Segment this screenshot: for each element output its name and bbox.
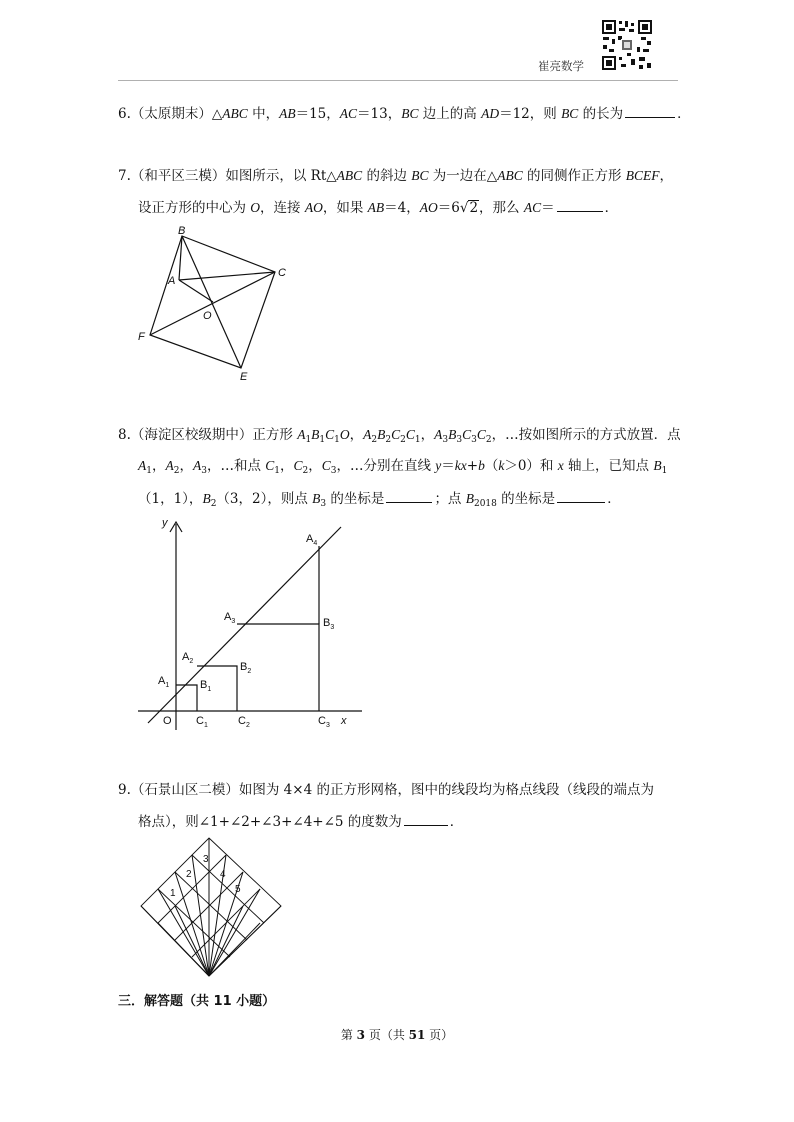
- label-c2: C: [238, 715, 246, 727]
- label-b: B: [178, 225, 186, 237]
- svg-text:C1: $C_1$: [196, 715, 208, 729]
- question-7-line-2: 设正方形的中心为 O，连接 AO，如果 AB＝4，AO＝6√2，那么 AC＝ ．: [138, 197, 618, 218]
- svg-text:B3: $B_3$: [323, 617, 335, 631]
- page-footer: 第 3 页（共 51 页）: [340, 1028, 454, 1042]
- figure-squares-on-line: [130, 512, 370, 742]
- svg-text:B2: $B_2$: [240, 661, 252, 675]
- page-total: 51: [408, 1028, 426, 1042]
- label-c3: C: [318, 715, 326, 727]
- label-y: y: [162, 517, 168, 529]
- label-a3: A: [224, 611, 232, 623]
- question-9-line-1: 9.（石景山区二模）如图为 4×4 的正方形网格，图中的线段均为格点线段（线段的端点为: [118, 782, 654, 798]
- question-6: 6.（太原期末）△ABC 中，AB＝15，AC＝13，BC 边上的高 AD＝12，则 BC 的长为 ．: [118, 103, 691, 124]
- question-8-line-1: 8.（海淀区校级期中）正方形 $A_1B_1C_1O$，$A_2B_2C_2C_1$，$A_3B_3C_3C_2$，…按如图所示的方式放置．点: [118, 427, 681, 445]
- angle-label-1: 1: [170, 888, 176, 899]
- fan-lines: [141, 838, 281, 976]
- label-c: C: [278, 267, 286, 279]
- label-o: O: [163, 715, 172, 727]
- figure-grid-angles: [133, 832, 293, 982]
- svg-text:A4: $A_4$: [306, 533, 318, 547]
- angle-label-2: 2: [186, 869, 192, 880]
- angle-label-4: 4: [220, 869, 226, 880]
- answer-blank[interactable]: [404, 811, 448, 826]
- line-y-kx-b: [148, 527, 341, 723]
- label-a2: A: [182, 651, 190, 663]
- question-8-line-3: （1，1），$B_2(3$，2），则点 $B_3$ 的坐标是 ；点 $B_{2018}$ 的坐标是 ．: [138, 488, 621, 514]
- question-9-line-2: 格点），则∠1+∠2+∠3+∠4+∠5 的度数为 ．: [138, 811, 463, 832]
- sqrt-sign: √: [459, 200, 469, 216]
- question-7-line-1: 7.（和平区三模）如图所示，以 Rt△ABC 的斜边 BC 为一边在△ABC 的同侧作正方形 BCEF，: [118, 168, 674, 184]
- label-a4: A: [306, 533, 314, 545]
- label-b3: B: [323, 617, 331, 629]
- label-x: x: [341, 715, 347, 727]
- label-b1: B: [200, 679, 208, 691]
- figure-square-bcef: [130, 222, 300, 387]
- svg-text:C2: $C_2$: [238, 715, 250, 729]
- section-heading: 三．解答题（共 11 小题）: [118, 994, 276, 1009]
- svg-text:A1: $A_1$: [158, 675, 170, 689]
- svg-text:A3: $A_3$: [224, 611, 236, 625]
- label-o: O: [203, 310, 212, 322]
- question-8-line-2: $A_1$，$A_2$，$A_3$，…和点 $C_1$，$C_2$，$C_3$，…分别在直线 y＝kx+b（k＞0）和 x 轴上，已知点 $B_1$: [138, 458, 668, 476]
- svg-text:C3: $C_3$: [318, 715, 330, 729]
- page-number: 3: [356, 1028, 365, 1042]
- grid-outline: [141, 838, 281, 976]
- segment-ao: [179, 280, 213, 302]
- grid-lines: [158, 855, 264, 957]
- header-divider: [118, 80, 678, 81]
- label-b2: B: [240, 661, 248, 673]
- angle-label-3: 3: [203, 854, 209, 865]
- label-e: E: [240, 371, 248, 383]
- label-c1: C: [196, 715, 204, 727]
- answer-blank-b3[interactable]: [386, 488, 432, 503]
- answer-blank-b2018[interactable]: [557, 488, 605, 503]
- label-a1: A: [158, 675, 166, 687]
- label-a: A: [168, 275, 176, 287]
- svg-text:A2: $A_2$: [182, 651, 194, 665]
- angle-label-5: 5: [235, 884, 241, 895]
- qr-code-icon: [601, 19, 653, 71]
- answer-blank[interactable]: [625, 103, 675, 118]
- answer-blank[interactable]: [557, 197, 603, 212]
- square-1: [176, 685, 197, 711]
- svg-text:B1: $B_1$: [200, 679, 212, 693]
- label-f: F: [138, 331, 145, 343]
- brand-name: 崔亮数学: [538, 59, 584, 73]
